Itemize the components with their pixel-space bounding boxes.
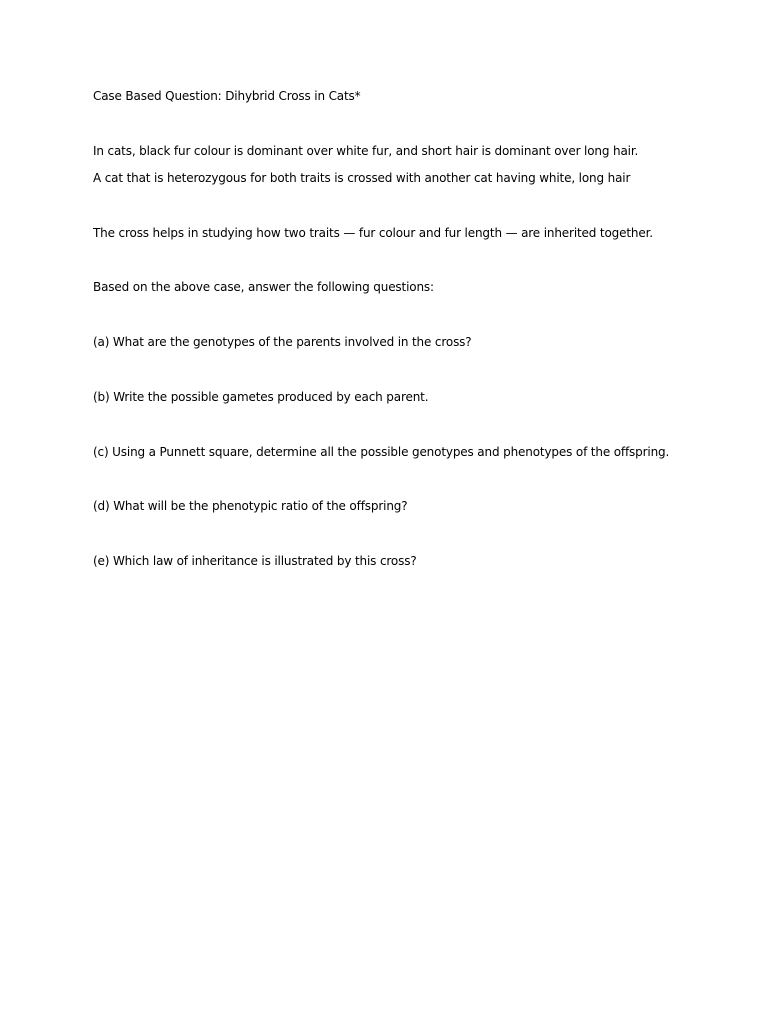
instruction-text: Based on the above case, answer the following questions: (93, 280, 434, 294)
question-e: (e) Which law of inheritance is illustrated by this cross? (93, 554, 417, 568)
document-title: Case Based Question: Dihybrid Cross in Cats* (93, 89, 361, 103)
case-paragraph-2: The cross helps in studying how two traits — fur colour and fur length — are inherited together. (93, 226, 653, 240)
case-paragraph-line-2: A cat that is heterozygous for both traits is crossed with another cat having white, long hair (93, 171, 631, 185)
question-c: (c) Using a Punnett square, determine all the possible genotypes and phenotypes of the offspring. (93, 445, 670, 459)
question-d: (d) What will be the phenotypic ratio of the offspring? (93, 499, 408, 513)
question-a: (a) What are the genotypes of the parents involved in the cross? (93, 335, 472, 349)
case-paragraph-line-1: In cats, black fur colour is dominant over white fur, and short hair is dominant over long hair. (93, 144, 639, 158)
question-b: (b) Write the possible gametes produced by each parent. (93, 390, 429, 404)
